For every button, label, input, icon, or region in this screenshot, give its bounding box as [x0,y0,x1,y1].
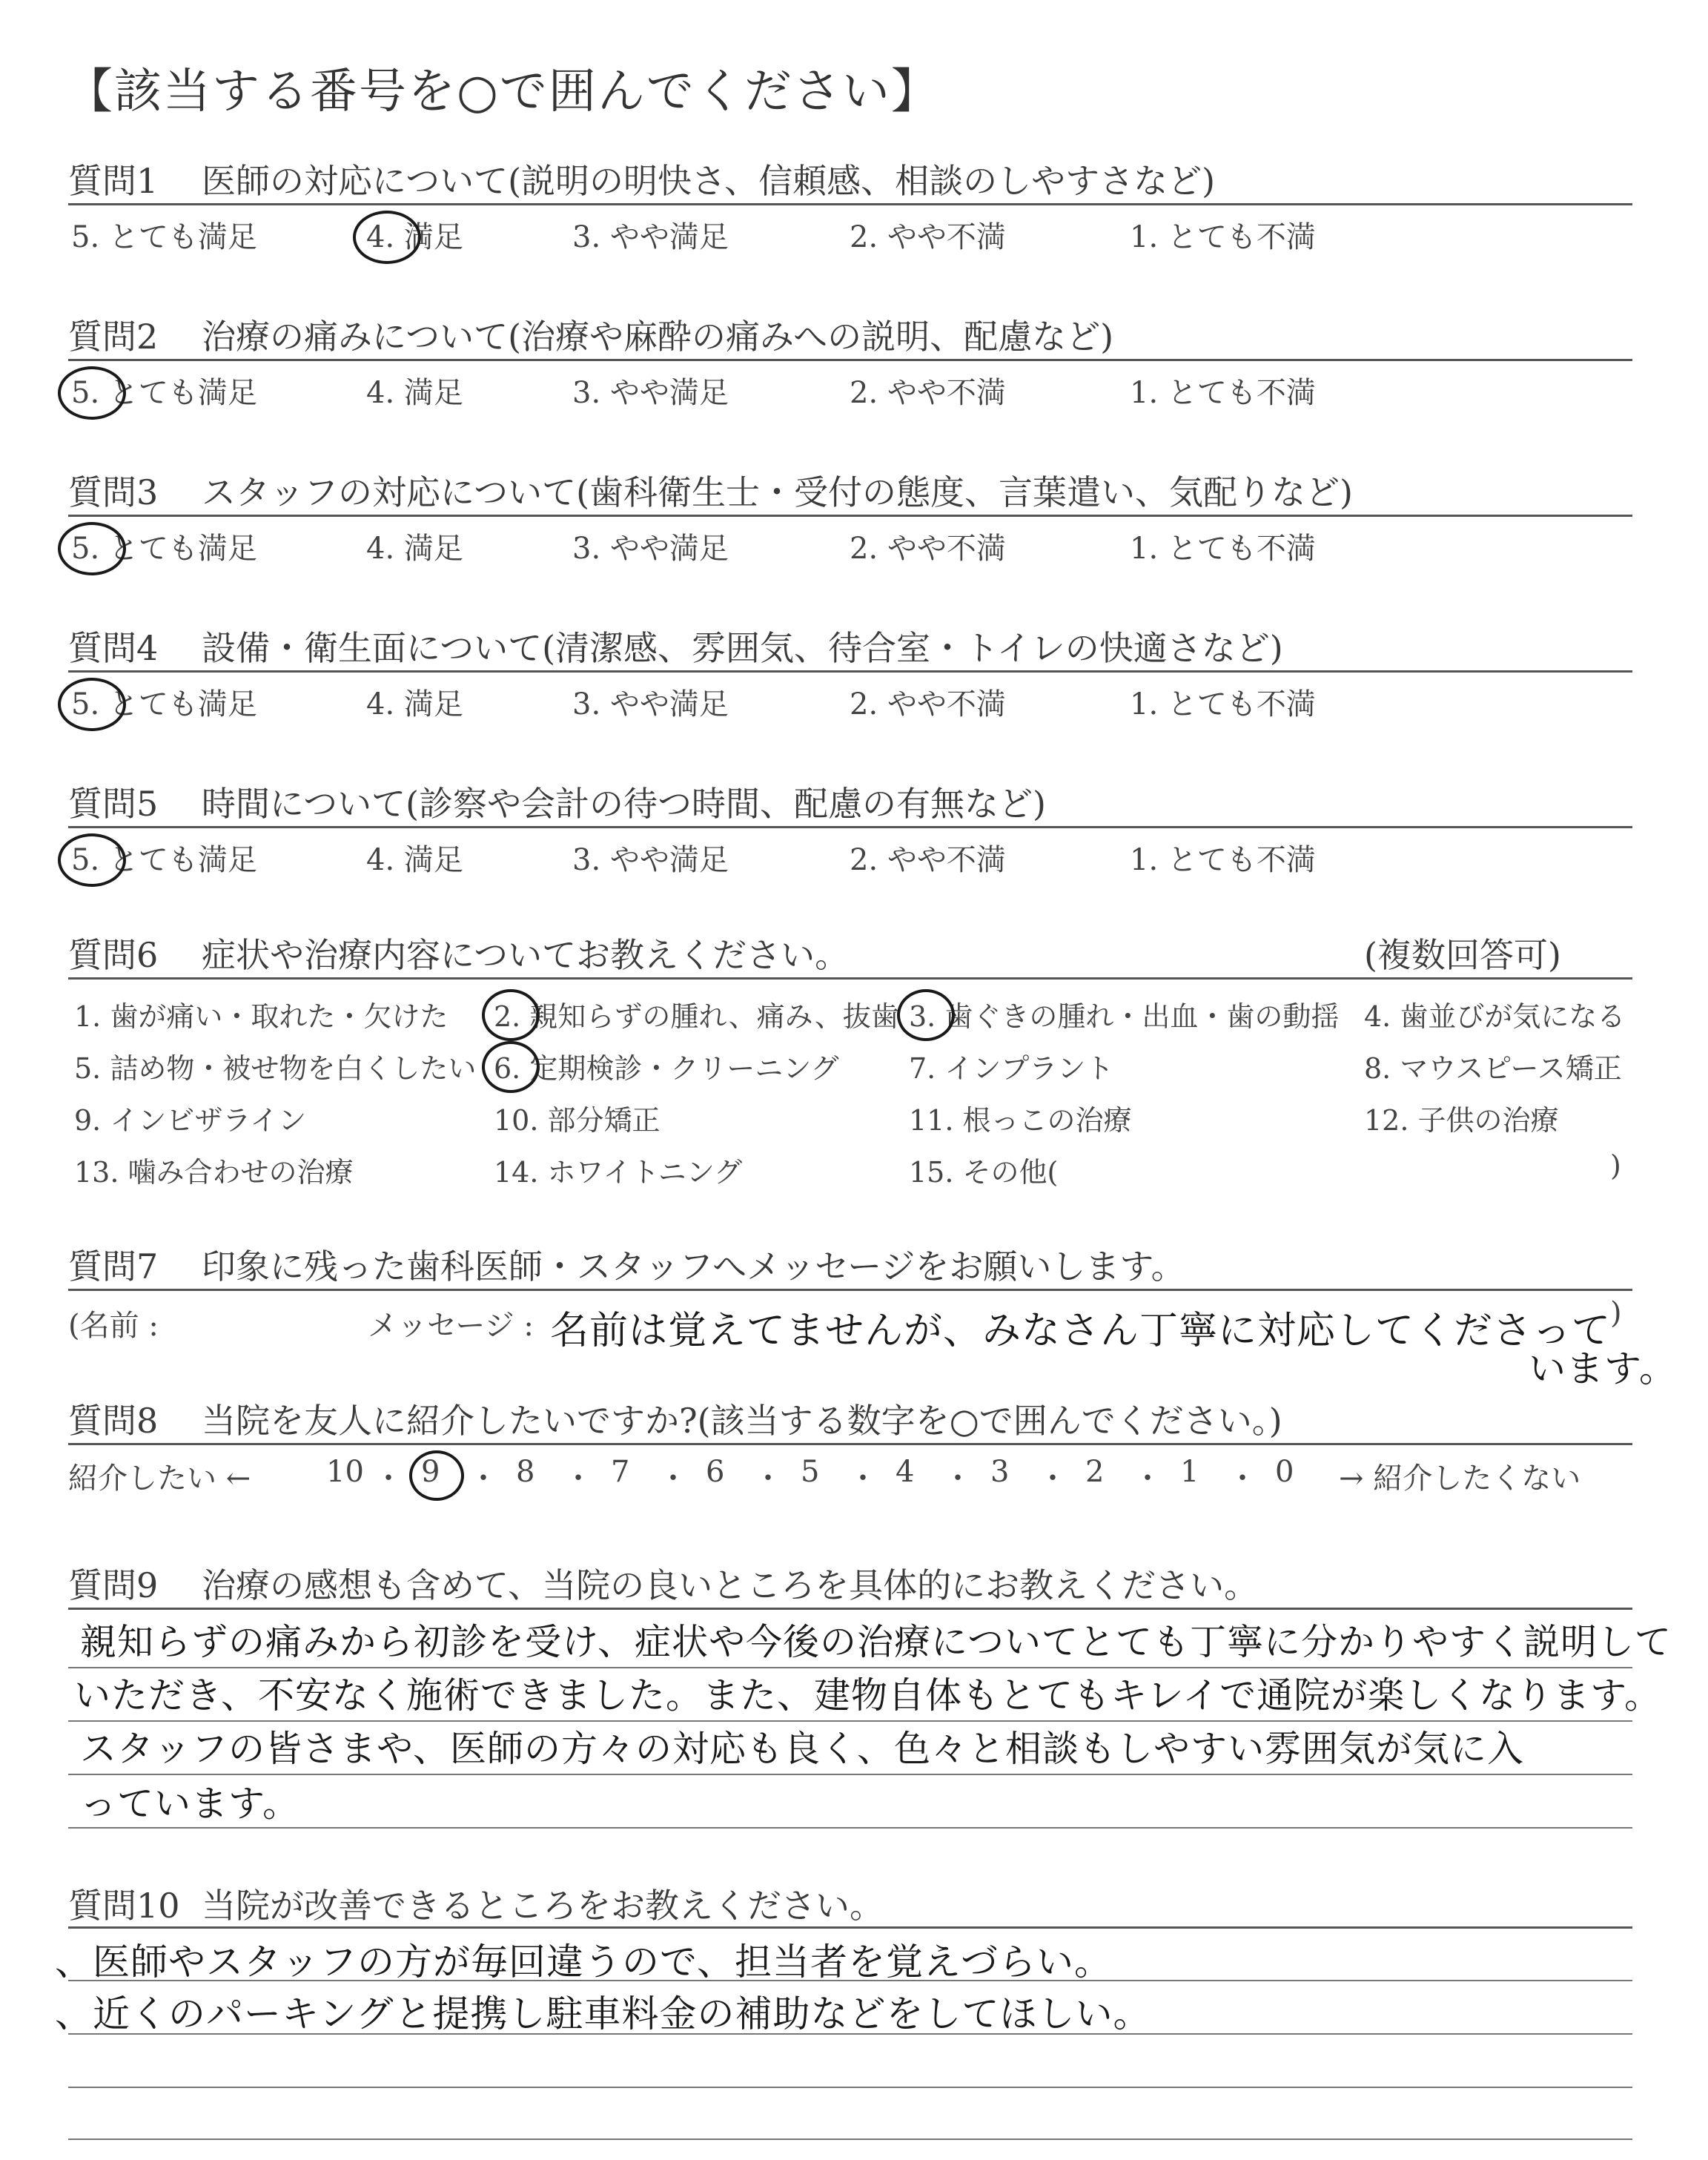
q6-option: 11. 根っこの治療 [909,1104,1132,1137]
q7-message-line2: います。 [1529,1347,1677,1390]
q8-scale-value: 5 [801,1455,820,1489]
q1-text: 医師の対応について(説明の明快さ、信頼感、相談のしやすさなど) [202,161,1216,201]
q1-option: 3. やや満足 [572,220,729,254]
q9-answer-4: っています。 [80,1783,300,1825]
q2-rule [68,359,1632,361]
q6-selection-circle [482,1041,540,1093]
q6-label: 質問6 [68,935,159,975]
q7-message-label: メッセージ : [368,1309,534,1343]
q8-label: 質問8 [68,1401,159,1441]
q10-text: 当院が改善できるところをお教えください。 [202,1886,884,1926]
q6-option: ) [1610,1149,1621,1182]
q5-selection-circle [58,833,126,887]
q8-right-label: → 紹介したくない [1339,1462,1581,1496]
page-title: 【該当する番号を○で囲んでください】 [65,65,940,119]
q6-option: 9. インビザライン [74,1104,307,1137]
q8-scale-value: 1 [1180,1455,1199,1489]
q8-scale-value: 6 [706,1455,725,1489]
q6-option: 10. 部分矯正 [494,1104,661,1137]
q6-option: 4. 歯並びが気になる [1364,1000,1626,1033]
q6-option: 1. 歯が痛い・取れた・欠けた [74,1000,448,1033]
q8-scale-value: 10 [326,1455,364,1489]
q5-option: 3. やや満足 [572,843,729,877]
q3-rule [68,515,1632,517]
q5-text: 時間について(診察や会計の待つ時間、配慮の有無など) [202,784,1046,824]
q4-selection-circle [58,678,126,731]
q8-separator: ・ [469,1462,498,1496]
q1-label: 質問1 [68,161,159,201]
q8-separator: ・ [563,1462,593,1496]
q4-option: 4. 満足 [366,687,463,721]
q3-option: 2. やや不満 [850,532,1006,566]
q8-scale-value: 8 [516,1455,535,1489]
q8-scale-value: 0 [1275,1455,1294,1489]
q5-rule [68,826,1632,828]
q4-option: 5. とても満足 [71,687,257,721]
q6-option: 6. 定期検診・クリーニング [494,1052,839,1085]
q10-answer-line [68,2138,1632,2140]
q6-option: 7. インプラント [909,1052,1114,1085]
q3-option: 4. 満足 [366,532,463,566]
q9-answer-2: いただき、不安なく施術できました。また、建物自体もとてもキレイで通院が楽しくなります。 [74,1674,1662,1717]
q2-text: 治療の痛みについて(治療や麻酔の痛みへの説明、配慮など) [202,317,1114,357]
q9-label: 質問9 [68,1565,159,1605]
q3-option: 3. やや満足 [572,532,729,566]
q9-rule [68,1608,1632,1610]
q9-text: 治療の感想も含めて、当院の良いところを具体的にお教えください。 [202,1565,1259,1605]
q2-option: 3. やや満足 [572,376,729,410]
q8-separator: ・ [1228,1462,1257,1496]
q3-text: スタッフの対応について(歯科衛生士・受付の態度、言葉遣い、気配りなど) [202,472,1353,512]
q3-option: 1. とても不満 [1130,532,1316,566]
q8-separator: ・ [848,1462,878,1496]
q6-selection-circle [482,989,540,1041]
q6-option: 3. 歯ぐきの腫れ・出血・歯の動揺 [909,1000,1340,1033]
q4-rule [68,670,1632,673]
q6-text: 症状や治療内容についてお教えください。 [202,935,850,975]
q8-left-label: 紹介したい ← [68,1462,251,1496]
q8-separator: ・ [374,1462,403,1496]
q2-option: 4. 満足 [366,376,463,410]
q8-separator: ・ [658,1462,688,1496]
q8-scale-value: 7 [611,1455,630,1489]
q7-message-line1: 名前は覚えてませんが、みなさん丁寧に対応してくださって [550,1309,1612,1353]
q6-selection-circle [897,989,955,1041]
q8-scale-value: 9 [421,1455,440,1489]
q4-text: 設備・衛生面について(清潔感、雰囲気、待合室・トイレの快適さなど) [202,628,1283,668]
q3-option: 5. とても満足 [71,532,257,566]
q7-name-label: (名前 : [68,1309,159,1343]
q6-option: 5. 詰め物・被せ物を白くしたい [74,1052,477,1085]
q10-answer-2: 、近くのパーキングと提携し駐車料金の補助などをしてほしい。 [55,1992,1151,2035]
q2-option: 1. とても不満 [1130,376,1316,410]
q8-text: 当院を友人に紹介したいですか?(該当する数字を○で囲んでください。) [202,1401,1282,1441]
q5-option: 5. とても満足 [71,843,257,877]
q7-label: 質問7 [68,1246,159,1287]
q6-note: (複数回答可) [1364,935,1561,975]
q6-option: 15. その他( [909,1156,1059,1189]
q8-rule [68,1443,1632,1445]
q10-answer-1: 、医師やスタッフの方が毎回違うので、担当者を覚えづらい。 [55,1941,1112,1984]
q6-option: 8. マウスピース矯正 [1364,1052,1622,1085]
q5-option: 1. とても不満 [1130,843,1316,877]
q9-answer-line [68,1827,1632,1829]
q7-rule [68,1289,1632,1291]
q2-option: 5. とても満足 [71,376,257,410]
q8-separator: ・ [1133,1462,1162,1496]
q4-label: 質問4 [68,628,159,668]
q8-scale-value: 2 [1085,1455,1105,1489]
q10-rule [68,1926,1632,1929]
q9-answer-line [68,1774,1632,1775]
q8-separator: ・ [943,1462,973,1496]
q6-option: 12. 子供の治療 [1364,1104,1559,1137]
q8-selection-circle [409,1450,464,1501]
q7-text: 印象に残った歯科医師・スタッフへメッセージをお願いします。 [202,1246,1185,1287]
q8-scale-value: 3 [990,1455,1010,1489]
q5-label: 質問5 [68,784,159,824]
q6-option: 14. ホワイトニング [494,1156,743,1189]
q2-label: 質問2 [68,317,159,357]
q9-answer-1: 親知らずの痛みから初診を受け、症状や今後の治療についてとても丁寧に分かりやすく説明して [80,1621,1672,1663]
q8-separator: ・ [1038,1462,1068,1496]
q4-option: 2. やや不満 [850,687,1006,721]
q1-selection-circle [353,211,421,264]
q6-option: 2. 親知らずの腫れ、痛み、抜歯 [494,1000,899,1033]
q1-option: 5. とても満足 [71,220,257,254]
q2-selection-circle [58,366,126,420]
q6-rule [68,977,1632,980]
q4-option: 3. やや満足 [572,687,729,721]
q1-rule [68,203,1632,205]
q4-option: 1. とても不満 [1130,687,1316,721]
q8-separator: ・ [753,1462,783,1496]
q5-option: 4. 満足 [366,843,463,877]
q3-label: 質問3 [68,472,159,512]
q5-option: 2. やや不満 [850,843,1006,877]
q9-answer-3: スタッフの皆さまや、医師の方々の対応も良く、色々と相談もしやすい雰囲気が気に入 [80,1728,1525,1770]
q7-close-paren: ) [1610,1296,1622,1330]
q8-scale-value: 4 [896,1455,915,1489]
q10-answer-line [68,2087,1632,2088]
q1-option: 4. 満足 [366,220,463,254]
q6-option: 13. 噛み合わせの治療 [74,1156,354,1189]
q1-option: 1. とても不満 [1130,220,1316,254]
q2-option: 2. やや不満 [850,376,1006,410]
q3-selection-circle [58,522,126,575]
q1-option: 2. やや不満 [850,220,1006,254]
q10-label: 質問10 [68,1886,180,1926]
